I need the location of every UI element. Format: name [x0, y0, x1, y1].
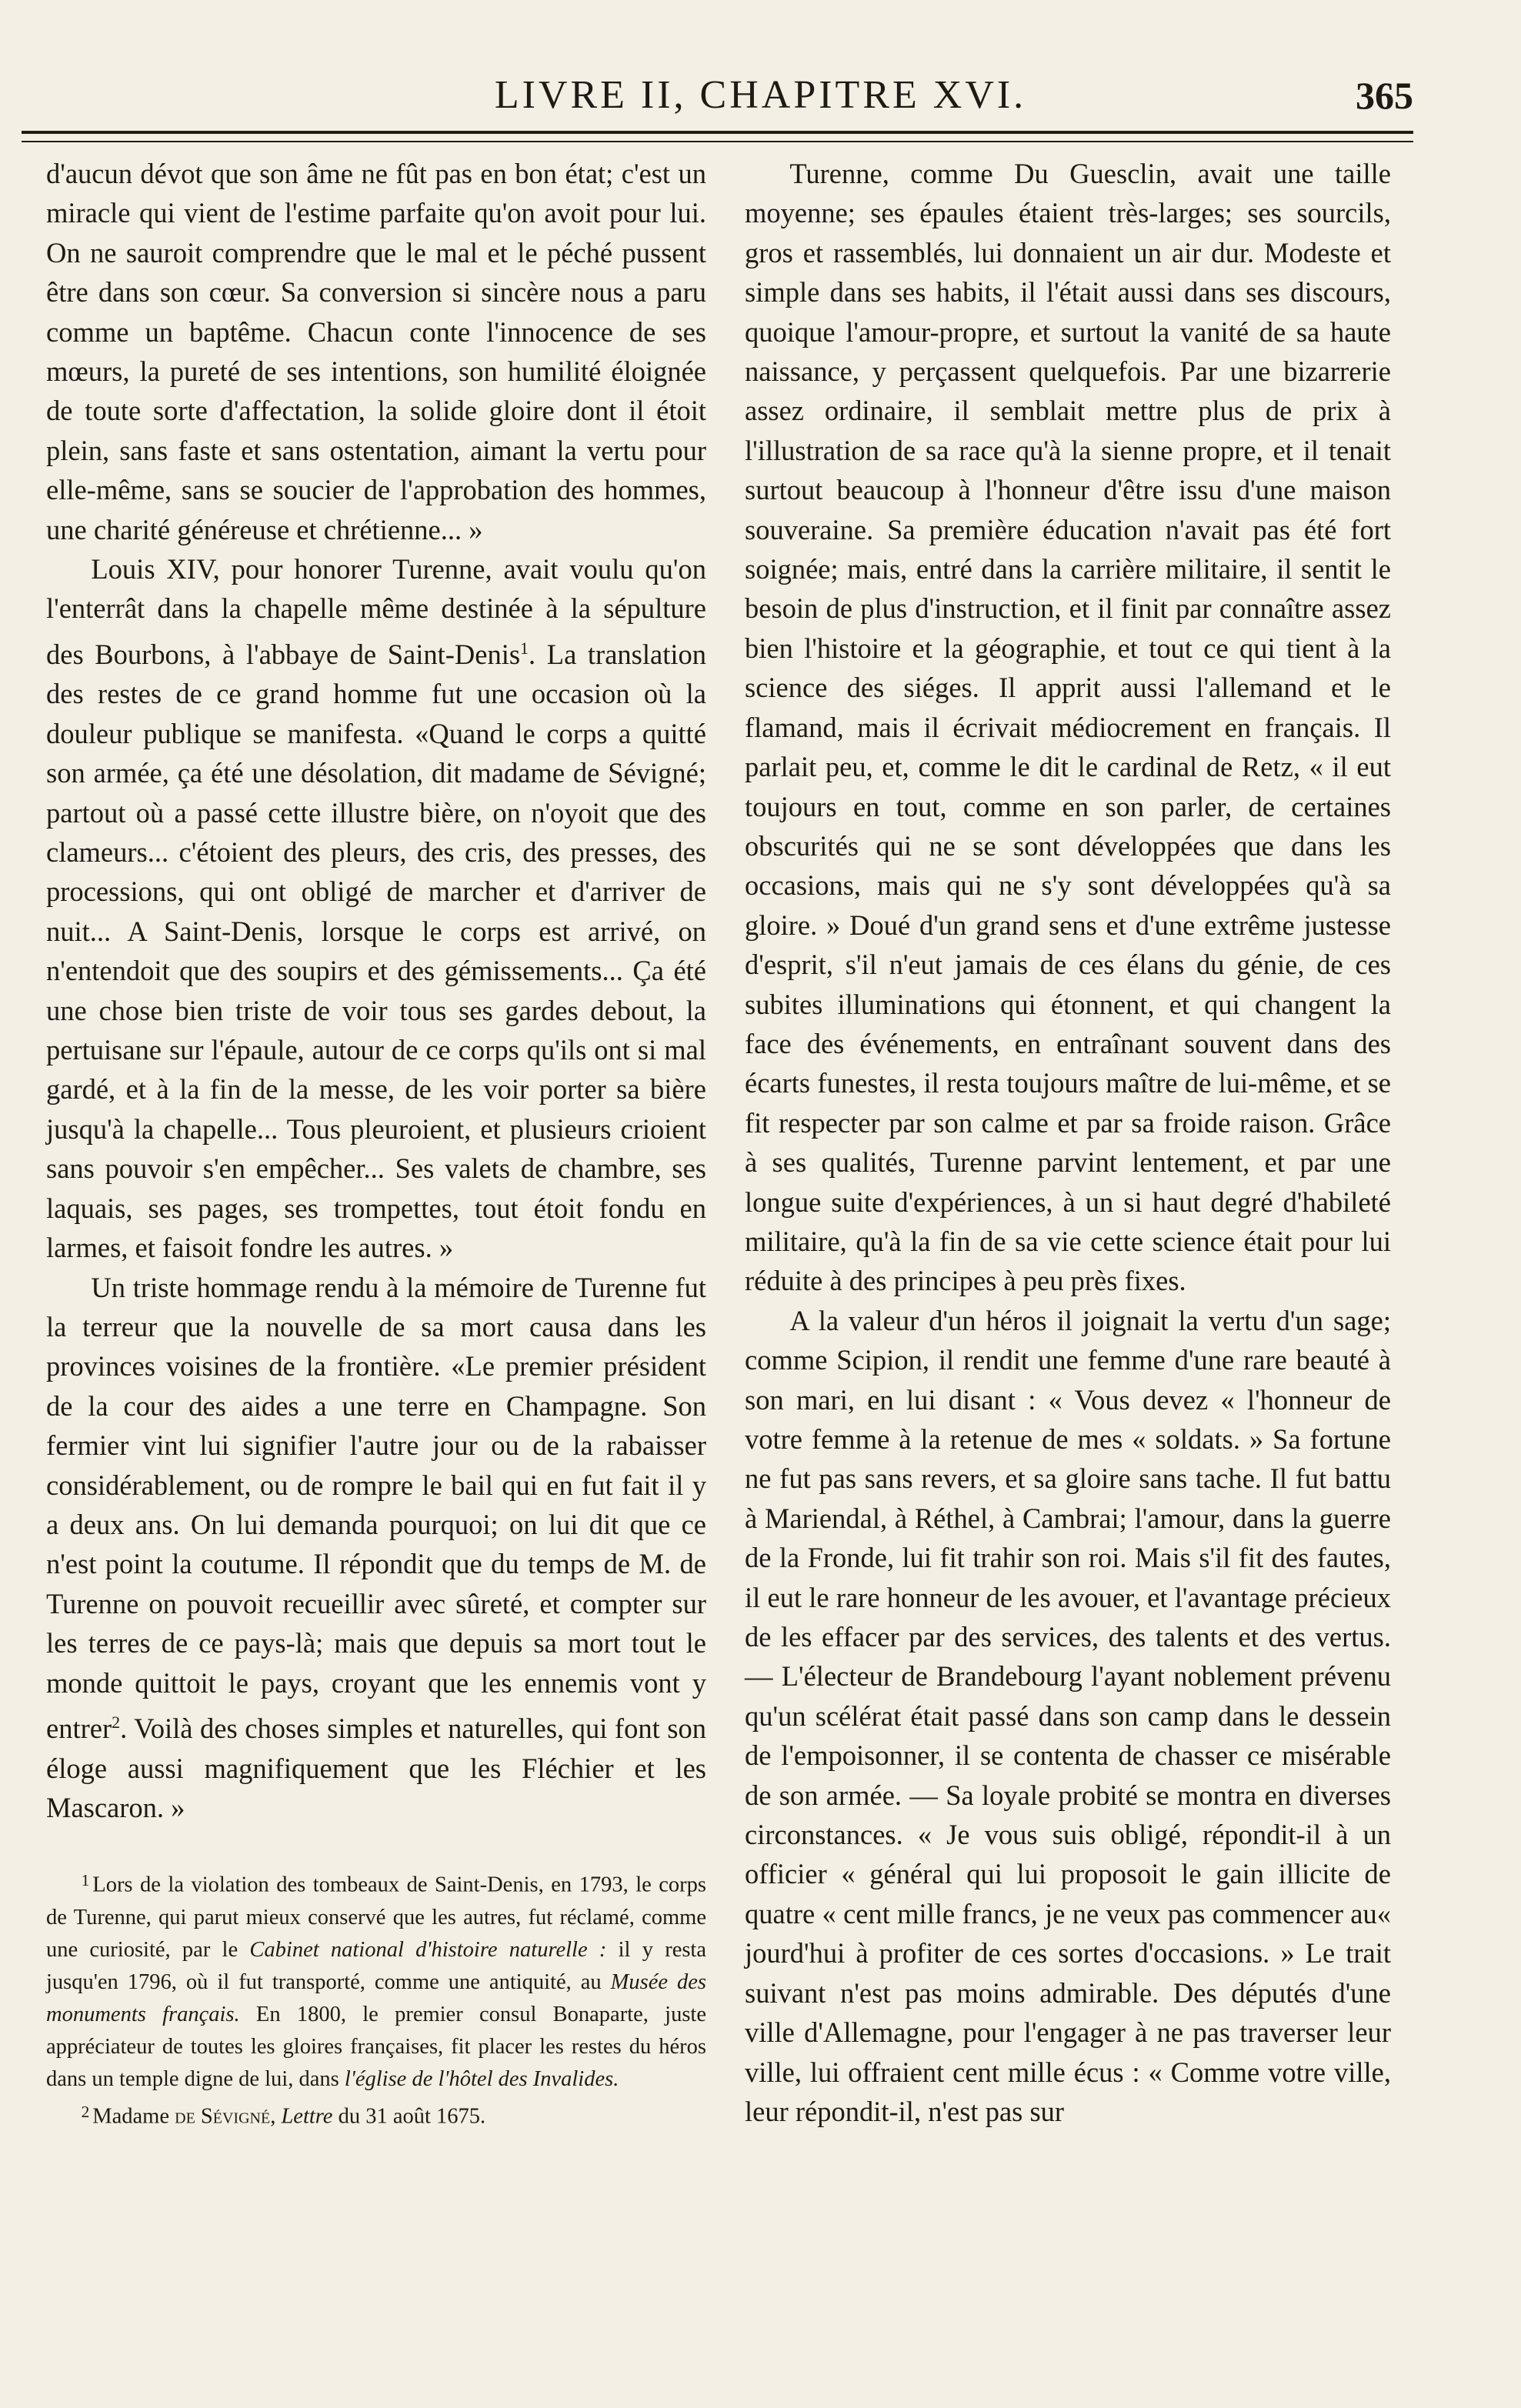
footnote-italic: Lettre	[281, 2104, 333, 2129]
left-column	[46, 154, 706, 2133]
paragraph: A la valeur d'un héros il joignait la vertu d'un sage; comme Scipion, il rendit une femme d'une rare beauté à son mari, en lui disant : « Vous devez « l'honneur de votre femme à la retenue de mes « soldats. » Sa fortune ne fut pas sans revers, et sa gloire sans tache. Il fut battu à Mariendal, à Réthel, à Cambrai; l'amour, dans la guerre de la Fronde, lui fit trahir son roi. Mais s'il fit des fautes, il eut le rare honneur de les avouer, et l'avantage précieux de les effacer par des services, des talents et des vertus. — L'électeur de Brandebourg l'ayant noblement prévenu qu'un scélérat était passé dans son camp dans le dessein de l'empoisonner, il se contenta de chasser ce misérable de son armée. — Sa loyale probité se montra en diverses circonstances. « Je vous suis obligé, répondit-il à un officier « général qui lui proposoit le gain illicite de quatre « cent mille francs, je ne veux pas commencer au« jourd'hui à profiter de ces sortes d'occasions. » Le trait suivant n'est pas moins admirable. Des députés d'une ville d'Allemagne, pour l'engager à ne pas traverser leur ville, lui offraient cent mille écus : « Comme votre ville, leur répondit-il, n'est pas sur	[745, 1304, 1391, 2127]
footnote-number: 2	[81, 2102, 90, 2121]
paragraph-text: . Voilà des choses simples et naturelles, qui font son éloge aussi magnifiquement que les Fléchier et les Mascaron. »	[46, 1713, 706, 1823]
paragraph	[46, 549, 706, 1267]
paragraph-text: . La translation des restes de ce grand homme fut une occasion où la douleur publique se manifesta. «Quand le corps a quitté son armée, ça été une désolation, dit madame de Sévigné; partout où a passé cette illustre bière, on n'oyoit que des clameurs... c'étoient des pleurs, des cris, des presses, des processions, qui ont obligé de marcher et d'arriver de nuit... A Saint-Denis, lorsque le corps est arrivé, on n'entendoit que des soupirs et des gémissements... Ça été une chose bien triste de voir tous ses gardes debout, la pertuisane sur l'épaule, autour de ce corps qu'ils ont si mal gardé, et à la fin de la messe, de les voir porter sa bière jusqu'à la chapelle... Tous pleuroient, et plusieurs crioient sans pouvoir s'en empêcher... Ses valets de chambre, ses laquais, ses pages, ses trompettes, tout étoit fondu en larmes, et faisoit fondre les autres. »	[46, 639, 706, 1264]
footnote-ref: 2	[112, 1712, 121, 1732]
footnotes	[46, 1864, 706, 2133]
footnote-text: En 1800, le premier consul Bonaparte, juste appréciateur de toutes les gloires françaises, fit placer les restes du héros dans un temple digne de lui, dans	[46, 2002, 706, 2091]
page-number: 365	[1356, 74, 1413, 117]
footnote-author: de Sévigné	[175, 2104, 271, 2129]
paragraph-text: Louis XIV, pour honorer Turenne, avait voulu qu'on l'enterrât dans la chapelle même destinée à la sépulture des Bourbons, à l'abbaye de Saint-Denis	[46, 553, 706, 670]
footnote	[46, 2096, 706, 2133]
page-header	[0, 65, 1521, 126]
paragraph-text: Un triste hommage rendu à la mémoire de Turenne fut la terreur que la nouvelle de sa mort causa dans les provinces voisines de la frontière. «Le premier président de la cour des aides a une terre en Champagne. Son fermier vint lui signifier l'autre jour ou de la rabaisser considérablement, ou de rompre le bail qui en fut fait il y a deux ans. On lui demanda pourquoi; on lui dit que ce n'est point la coutume. Il répondit que du temps de M. de Turenne on pouvoit recueillir avec sûreté, et compter sur les terres de ce pays-là; mais que depuis sa mort tout le monde quittoit le pays, croyant que les ennemis vont y entrer	[46, 1271, 706, 1745]
header-rule	[22, 131, 1413, 142]
footnote-text: il y resta jusqu'en 1796, où il fut transporté, comme une antiquité, au	[46, 1937, 707, 1994]
footnote-italic: l'église de l'hôtel des Invalides.	[344, 2066, 619, 2091]
paragraph	[46, 1268, 706, 1828]
paragraph: d'aucun dévot que son âme ne fût pas en bon état; c'est un miracle qui vient de l'estime parfaite qu'on avoit pour lui. On ne sauroit comprendre que le mal et le péché pussent être dans son cœur. Sa conversion si sincère nous a paru comme un baptême. Chacun conte l'innocence de ses mœurs, la pureté de ses intentions, son humilité éloignée de toute sorte d'affectation, la solide gloire dont il étoit plein, sans faste et sans ostentation, aimant la vertu pour elle-même, sans se soucier de l'approbation des hommes, une charité généreuse et chrétienne... »	[46, 158, 706, 545]
paragraph: Turenne, comme Du Guesclin, avait une taille moyenne; ses épaules étaient très-larges; ses sourcils, gros et rassemblés, lui donnaient un air dur. Modeste et simple dans ses habits, il l'était aussi dans ses discours, quoique l'amour-propre, et surtout la vanité de sa haute naissance, y perçassent quelquefois. Par une bizarrerie assez ordinaire, il semblait mettre plus de prix à l'illustration de sa race qu'à la sienne propre, et il tenait surtout beaucoup à l'honneur d'être issu d'une maison souveraine. Sa première éducation n'avait pas été fort soignée; mais, entré dans la carrière militaire, il sentit le besoin de plus d'instruction, et il finit par connaître assez bien l'histoire et la géographie, et tout ce qui tient à la science des siéges. Il apprit aussi l'allemand et le flamand, mais il écrivait médiocrement en français. Il parlait peu, et, comme le dit le cardinal de Retz, « il eut toujours en tout, comme en son parler, de certaines obscurités qui ne se sont développées que dans les occasions, mais qui ne s'y sont développées qu'à sa gloire. » Doué d'un grand sens et d'une extrême justesse d'esprit, s'il n'eut jamais de ces élans du génie, de ces subites illuminations qui étonnent, et qui changent la face des événements, en entraînant souvent dans des écarts funestes, il resta toujours maître de lui-même, et se fit respecter par son calme et par sa froide raison. Grâce à ses qualités, Turenne parvint lentement, et par une longue suite d'expériences, à un si haut degré d'habileté militaire, qu'à la fin de sa vie cette science était pour lui réduite à des principes à peu près fixes.	[745, 158, 1391, 1297]
running-title: LIVRE II, CHAPITRE XVI.	[494, 73, 1027, 117]
footnote-italic: Musée des monuments français.	[46, 1969, 706, 2026]
footnote	[46, 1864, 706, 2095]
footnote-text: ,	[270, 2104, 282, 2129]
footnote-text: du 31 août 1675.	[332, 2104, 486, 2129]
footnote-text: Madame	[92, 2104, 175, 2129]
right-column	[745, 154, 1391, 2131]
footnote-number: 1	[81, 1871, 90, 1890]
footnote-italic: Cabinet national d'histoire naturelle :	[249, 1937, 607, 1962]
footnote-text: Lors de la violation des tombeaux de Saint-Denis, en 1793, le corps de Turenne, qui parut mieux conservé que les autres, fut réclamé, comme une curiosité, par le	[46, 1873, 706, 1962]
footnote-ref: 1	[520, 638, 529, 658]
